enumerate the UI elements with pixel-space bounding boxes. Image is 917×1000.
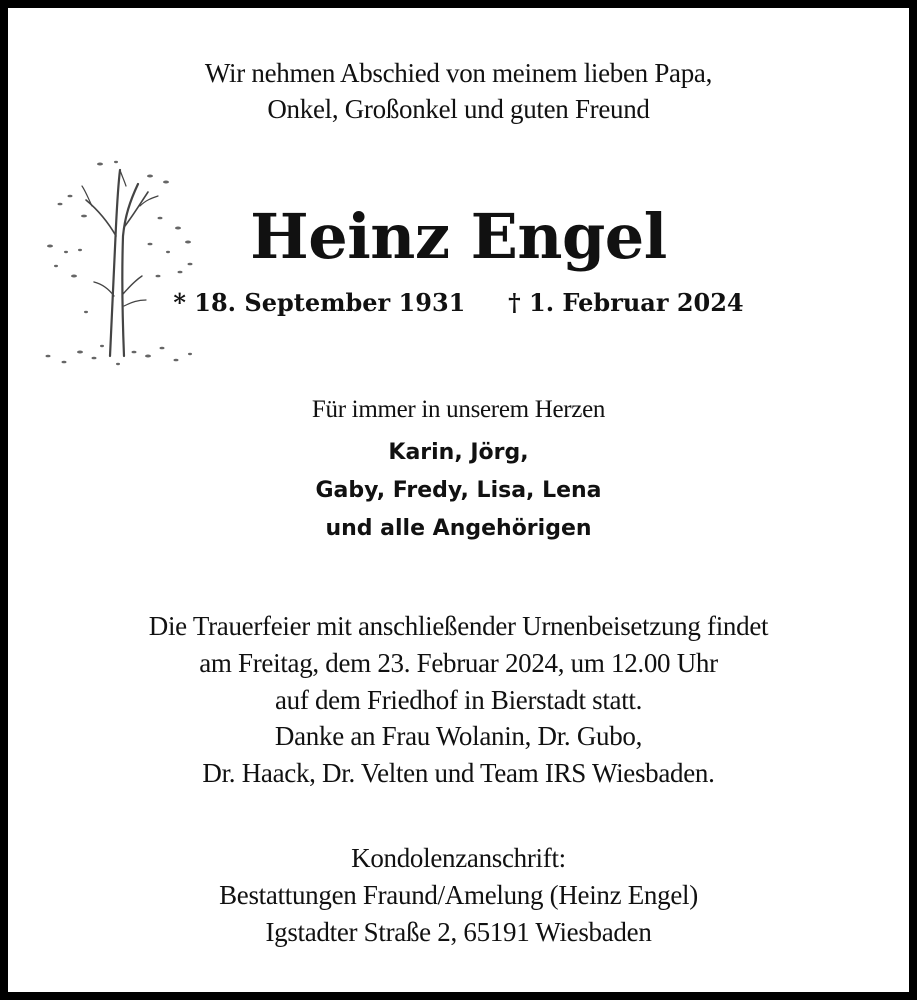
ceremony-line-5: Dr. Haack, Dr. Velten und Team IRS Wiesbaden. — [202, 758, 715, 788]
ceremony-line-2: am Freitag, dem 23. Februar 2024, um 12.00 Uhr — [199, 648, 718, 678]
death-date: 1. Februar 2024 — [529, 288, 744, 317]
mourner-line-3: und alle Angehörigen — [325, 516, 592, 541]
obituary-notice — [8, 8, 909, 992]
ceremony-line-1: Die Trauerfeier mit anschließender Urnenbeisetzung findet — [148, 611, 769, 641]
birth-star-icon: * — [173, 288, 186, 317]
condolence-label: Kondolenzanschrift: — [351, 843, 566, 873]
birth-date: 18. September 1931 — [194, 288, 466, 317]
deceased-name: Heinz Engel — [250, 200, 667, 273]
intro-line-2: Onkel, Großonkel und guten Freund — [267, 94, 650, 124]
life-dates — [8, 288, 909, 317]
condolence-line-1: Bestattungen Fraund/Amelung (Heinz Engel) — [219, 880, 698, 910]
ceremony-line-3: auf dem Friedhof in Bierstadt statt. — [274, 685, 643, 715]
mourner-line-2: Gaby, Fredy, Lisa, Lena — [315, 478, 602, 503]
condolence-line-2: Igstadter Straße 2, 65191 Wiesbaden — [265, 917, 652, 947]
ceremony-line-4: Danke an Frau Wolanin, Dr. Gubo, — [274, 721, 643, 751]
motto: Für immer in unserem Herzen — [311, 396, 606, 423]
mourner-line-1: Karin, Jörg, — [388, 440, 529, 465]
intro-line-1: Wir nehmen Abschied von meinem lieben Papa, — [204, 58, 713, 88]
death-cross-icon: † — [508, 288, 521, 317]
